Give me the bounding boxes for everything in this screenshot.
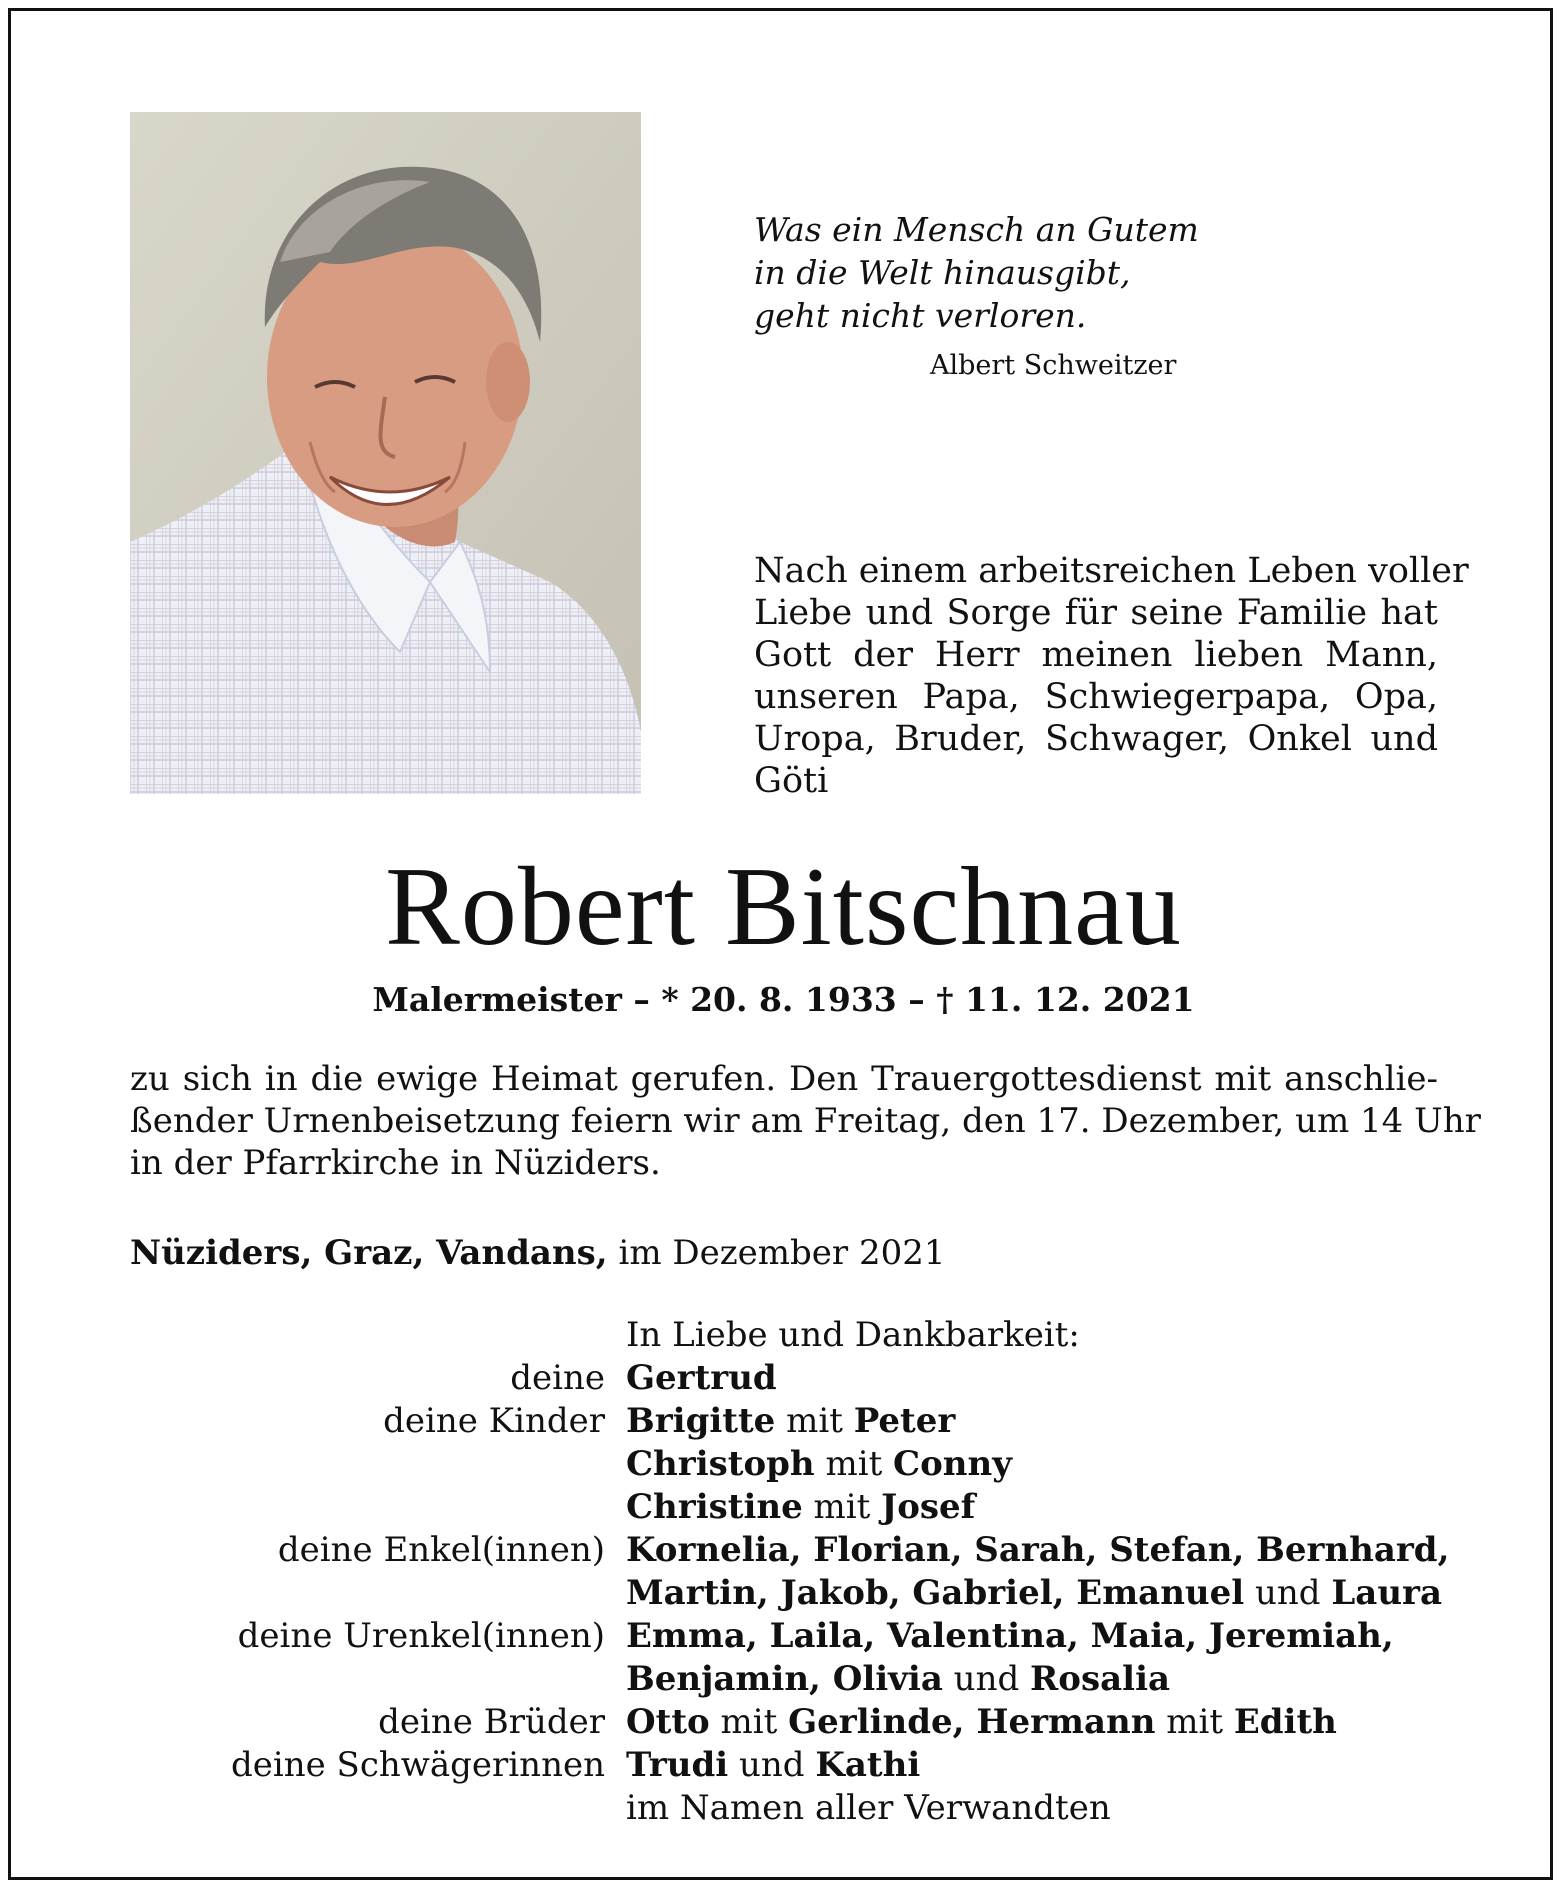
family-row [0,1701,1567,1744]
family-member-name: Edith [1233,1702,1337,1742]
family-relation-label: deine Schwägerinnen [230,1745,605,1785]
quote-line: in die Welt hinausgibt, [754,253,1131,292]
family-relation-label: deine Enkel(innen) [277,1530,605,1570]
family-row [0,1744,1567,1787]
intro-paragraph [754,550,1469,802]
family-connector: und [942,1659,1031,1699]
family-row [0,1529,1567,1572]
family-relation-label: deine Brüder [378,1702,605,1742]
family-member-name: Trudi [626,1745,729,1785]
family-row [0,1658,1567,1701]
service-line: in der Pfarrkirche in Nüziders. [130,1143,661,1183]
family-member-name: Martin, Jakob, Gabriel, Emanuel [626,1573,1245,1613]
family-names [626,1529,1449,1572]
family-member-name: Conny [893,1444,1012,1484]
family-row [0,1357,1567,1400]
family-row [0,1443,1567,1486]
family-row [0,1787,1567,1830]
family-member-name: Gerlinde, Hermann [788,1702,1156,1742]
family-row [0,1572,1567,1615]
family-names [626,1357,777,1400]
place-and-date [130,1231,946,1275]
date: im Dezember 2021 [618,1233,946,1273]
intro-line: Göti [754,761,829,801]
family-member-name: Kornelia, Florian, Sarah, Stefan, Bernhard, [626,1530,1450,1570]
family-member-name: Otto [626,1702,710,1742]
intro-line: Gott der Herr meinen lieben Mann, [754,635,1438,675]
family-names [626,1443,1012,1486]
family-heading: In Liebe und Dankbarkeit: [626,1315,1080,1355]
quote-author: Albert Schweitzer [930,350,1177,381]
quote-block [754,208,1214,337]
service-line: ßender Urnenbeisetzung feiern wir am Freitag, den 17. Dezember, um 14 Uhr [130,1101,1481,1141]
service-paragraph [130,1058,1481,1184]
intro-line: unseren Papa, Schwiegerpapa, Opa, [754,677,1438,717]
intro-line: Uropa, Bruder, Schwager, Onkel und [754,719,1438,759]
family-member-name: Peter [853,1401,956,1441]
family-connector: im Namen aller Verwandten [626,1788,1111,1828]
family-names [626,1486,975,1529]
family-row [0,1615,1567,1658]
family-member-name: Laura [1331,1573,1442,1613]
family-member-name: Christoph [626,1444,815,1484]
family-member-name: Benjamin, Olivia [626,1659,943,1699]
quote-line: geht nicht verloren. [754,296,1087,335]
family-list [0,1314,1567,1830]
family-heading-row [0,1314,1567,1357]
family-names [626,1572,1442,1615]
profession-and-dates: Malermeister – * 20. 8. 1933 – † 11. 12. 2021 [372,980,1195,1019]
portrait-illustration [130,112,641,794]
family-names [626,1400,955,1443]
family-row [0,1400,1567,1443]
portrait-photo [130,112,641,794]
service-line: zu sich in die ewige Heimat gerufen. Den Trauergottesdienst mit anschlie- [130,1059,1438,1099]
family-member-name: Josef [881,1487,976,1527]
family-member-name: Kathi [815,1745,921,1785]
family-names [626,1744,920,1787]
family-connector: und [1244,1573,1332,1613]
family-relation-label: deine Kinder [383,1401,605,1441]
family-names [626,1615,1394,1658]
quote-line: Was ein Mensch an Gutem [754,210,1199,249]
family-row [0,1486,1567,1529]
family-member-name: Emma, Laila, Valentina, Maia, Jeremiah, [626,1616,1394,1656]
family-connector: mit [775,1401,854,1441]
family-connector: mit [1155,1702,1234,1742]
family-connector: mit [802,1487,882,1527]
family-relation-label: deine [510,1358,605,1398]
family-connector: mit [814,1444,894,1484]
intro-line: Nach einem arbeitsreichen Leben voller [754,551,1469,591]
family-names [626,1701,1337,1744]
family-connector: mit [709,1702,789,1742]
family-member-name: Brigitte [626,1401,776,1441]
family-member-name: Gertrud [626,1358,777,1398]
intro-line: Liebe und Sorge für seine Familie hat [754,593,1438,633]
family-connector: und [728,1745,816,1785]
family-member-name: Christine [626,1487,803,1527]
family-names [626,1787,1111,1830]
places: Nüziders, Graz, Vandans, [130,1233,608,1273]
deceased-name: Robert Bitschnau [385,845,1182,969]
family-relation-label: deine Urenkel(innen) [237,1616,605,1656]
family-member-name: Rosalia [1030,1659,1171,1699]
family-names [626,1658,1170,1701]
